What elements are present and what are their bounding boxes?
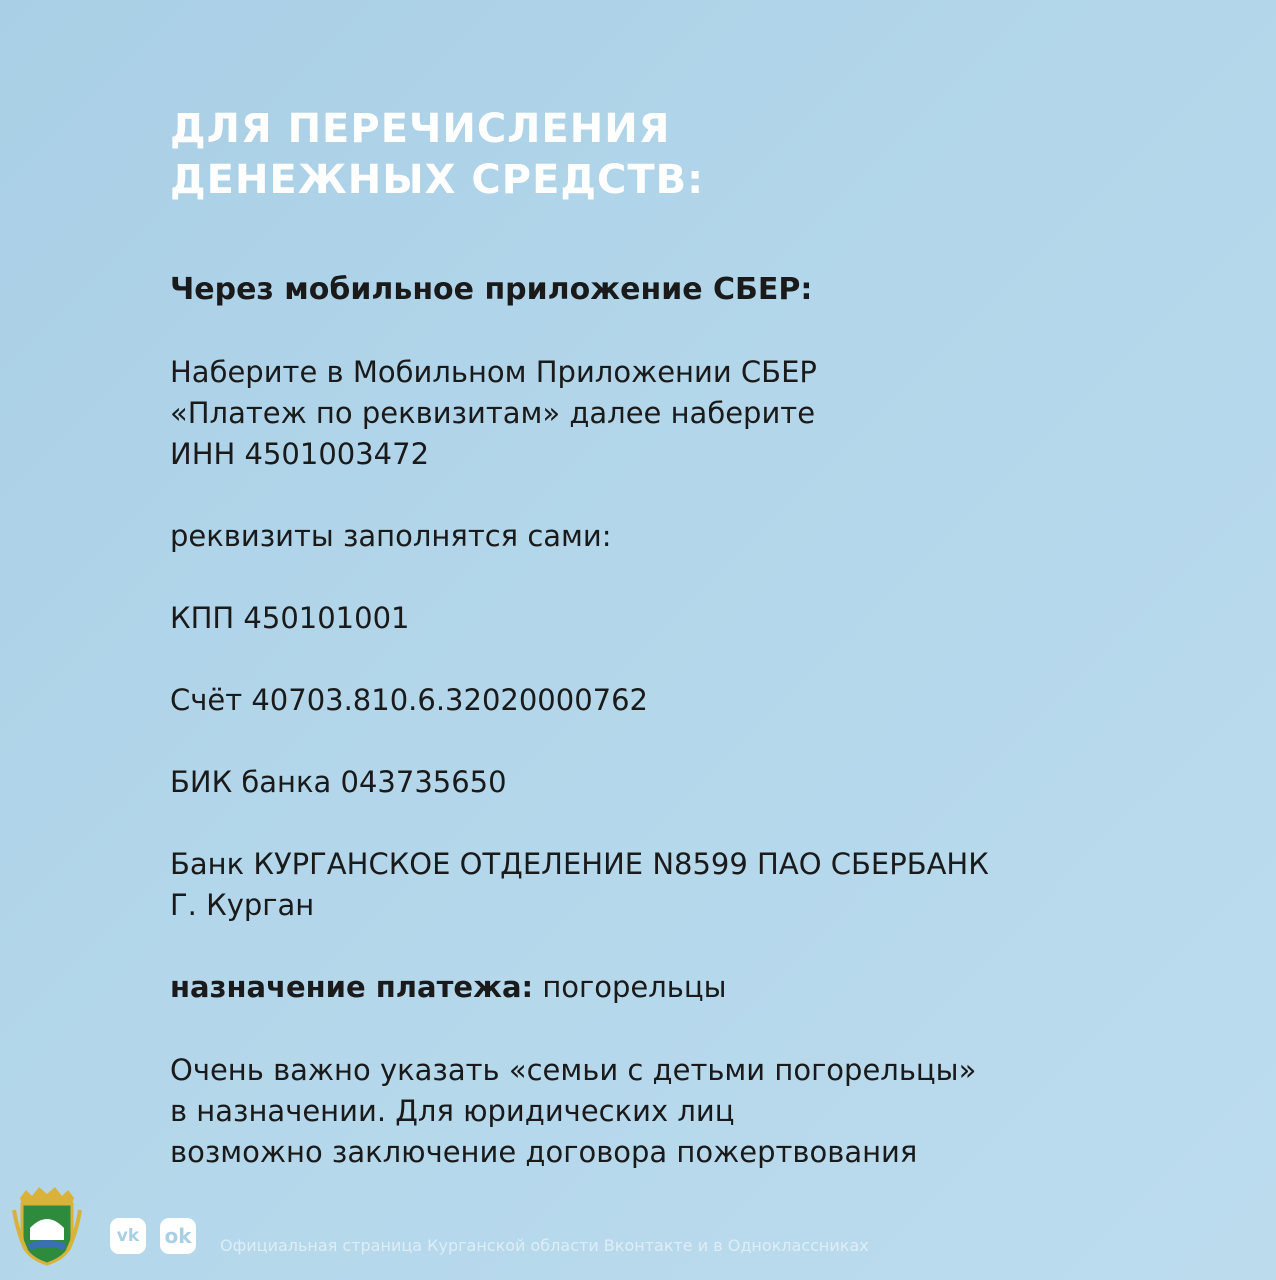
payment-purpose [170, 967, 727, 1008]
bank-city: Г. Курган [170, 888, 315, 922]
payment-purpose-label: назначение платежа: [170, 970, 534, 1004]
instructions-text [170, 352, 817, 475]
note-line-2: в назначении. Для юридических лиц [170, 1094, 735, 1128]
vk-icon[interactable]: vk [110, 1218, 146, 1254]
inn-value: ИНН 4501003472 [170, 437, 430, 471]
footer [0, 1180, 1276, 1280]
bank-info [170, 844, 989, 926]
autofill-note: реквизиты заполнятся сами: [170, 519, 612, 553]
title-line-1: ДЛЯ ПЕРЕЧИСЛЕНИЯ [170, 106, 671, 152]
bik-value: БИК банка 043735650 [170, 765, 507, 799]
bank-name: Банк КУРГАНСКОЕ ОТДЕЛЕНИЕ N8599 ПАО СБЕРБАНК [170, 847, 989, 881]
note-line-3: возможно заключение договора пожертвования [170, 1135, 918, 1169]
main-content [170, 104, 1230, 1169]
important-note [170, 1050, 976, 1173]
account-value: Счёт 40703.810.6.32020000762 [170, 683, 649, 717]
section-subheading: Через мобильное приложение СБЕР: [170, 272, 813, 307]
kpp-value: КПП 450101001 [170, 601, 410, 635]
note-line-1: Очень важно указать «семьи с детьми погорельцы» [170, 1053, 977, 1087]
coat-of-arms-icon [12, 1184, 82, 1268]
title-line-2: ДЕНЕЖНЫХ СРЕДСТВ: [170, 157, 705, 203]
ok-icon[interactable]: ok [160, 1218, 196, 1254]
instructions-line-1: Наберите в Мобильном Приложении СБЕР [170, 355, 817, 389]
instructions-line-2: «Платеж по реквизитам» далее наберите [170, 396, 816, 430]
page-title [170, 104, 1230, 206]
payment-purpose-value: погорельцы [533, 970, 727, 1004]
footer-caption: Официальная страница Курганской области Вконтакте и в Одноклассниках [220, 1236, 869, 1255]
